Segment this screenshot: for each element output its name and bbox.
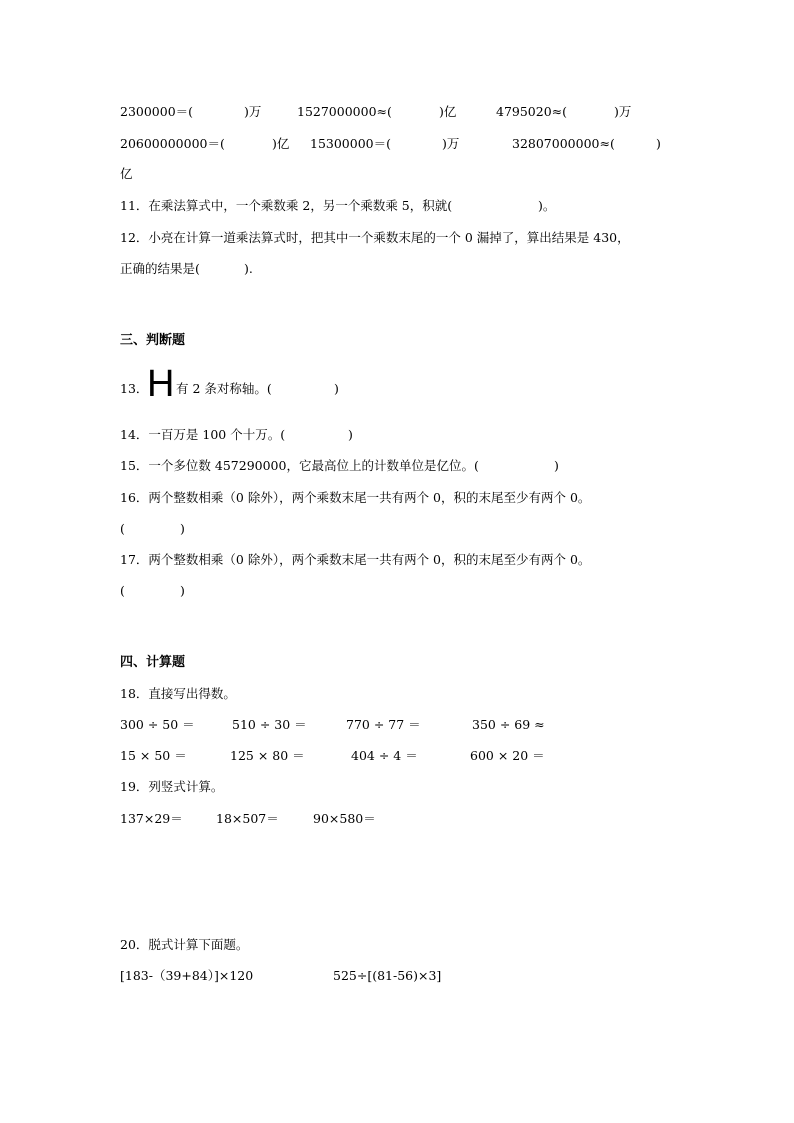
question-13-text: 有 2 条对称轴。(: [176, 381, 272, 396]
question-14: 14．一百万是 100 个十万。(: [120, 427, 286, 442]
question-18: 18．直接写出得数。: [120, 686, 236, 701]
vertical-calc-item: 90×580＝: [313, 811, 376, 826]
calc-item: 125 × 80 ＝: [230, 748, 305, 763]
stepwise-calc-item: 525÷[(81-56)×3]: [333, 968, 442, 983]
question-16-paren-close: ): [180, 521, 185, 536]
vertical-calc-item: 137×29＝: [120, 811, 183, 826]
question-20: 20．脱式计算下面题。: [120, 937, 249, 952]
question-11-close: )。: [538, 198, 556, 213]
question-12-close: ).: [244, 261, 253, 276]
conv-r2-a: 20600000000＝(: [120, 136, 225, 151]
conv-r2-b-close: )万: [442, 136, 460, 151]
conv-r2-b: 15300000＝(: [310, 136, 391, 151]
question-19: 19．列竖式计算。: [120, 779, 224, 794]
question-11: 11．在乘法算式中，一个乘数乘 2，另一个乘数乘 5，积就(: [120, 198, 453, 213]
question-12-line2: 正确的结果是(: [120, 261, 200, 276]
question-16: 16．两个整数相乘（0 除外），两个乘数末尾一共有两个 0，积的末尾至少有两个 0。: [120, 490, 591, 505]
conv-r1-b-close: )亿: [439, 104, 457, 119]
section-4-heading: 四、计算题: [120, 655, 186, 670]
section-3-heading: 三、判断题: [120, 333, 186, 348]
conv-r1-c-close: )万: [614, 104, 632, 119]
question-17-paren-open: (: [120, 583, 125, 598]
conv-r1-a: 2300000＝(: [120, 104, 194, 119]
conv-r1-b: 1527000000≈(: [297, 104, 392, 119]
conv-r2-c: 32807000000≈(: [512, 136, 615, 151]
question-12-line1: 12．小亮在计算一道乘法算式时，把其中一个乘数末尾的一个 0 漏掉了，算出结果是 430，: [120, 230, 630, 245]
calc-item: 15 × 50 ＝: [120, 748, 187, 763]
question-15: 15．一个多位数 457290000，它最高位上的计数单位是亿位。(: [120, 458, 479, 473]
conv-r2-c-close: ): [656, 136, 661, 151]
conv-r1-c: 4795020≈(: [496, 104, 568, 119]
question-14-close: ): [348, 427, 353, 442]
calc-item: 770 ÷ 77 ＝: [346, 717, 421, 732]
letter-h-figure: H: [147, 363, 175, 405]
conv-r3: 亿: [120, 166, 133, 181]
stepwise-calc-item: [183-（39+84）]×120: [120, 968, 254, 983]
calc-item: 300 ÷ 50 ＝: [120, 717, 195, 732]
question-13-number: 13．: [120, 381, 149, 396]
question-17-paren-close: ): [180, 583, 185, 598]
vertical-calc-item: 18×507＝: [216, 811, 279, 826]
calc-item: 350 ÷ 69 ≈: [472, 717, 545, 732]
calc-item: 600 × 20 ＝: [470, 748, 545, 763]
question-16-paren-open: (: [120, 521, 125, 536]
calc-item: 404 ÷ 4 ＝: [351, 748, 418, 763]
conv-r2-a-close: )亿: [272, 136, 290, 151]
conv-r1-a-close: )万: [244, 104, 262, 119]
calc-item: 510 ÷ 30 ＝: [232, 717, 307, 732]
question-13-close: ): [334, 381, 339, 396]
question-17: 17．两个整数相乘（0 除外），两个乘数末尾一共有两个 0，积的末尾至少有两个 0。: [120, 552, 591, 567]
question-15-close: ): [554, 458, 559, 473]
